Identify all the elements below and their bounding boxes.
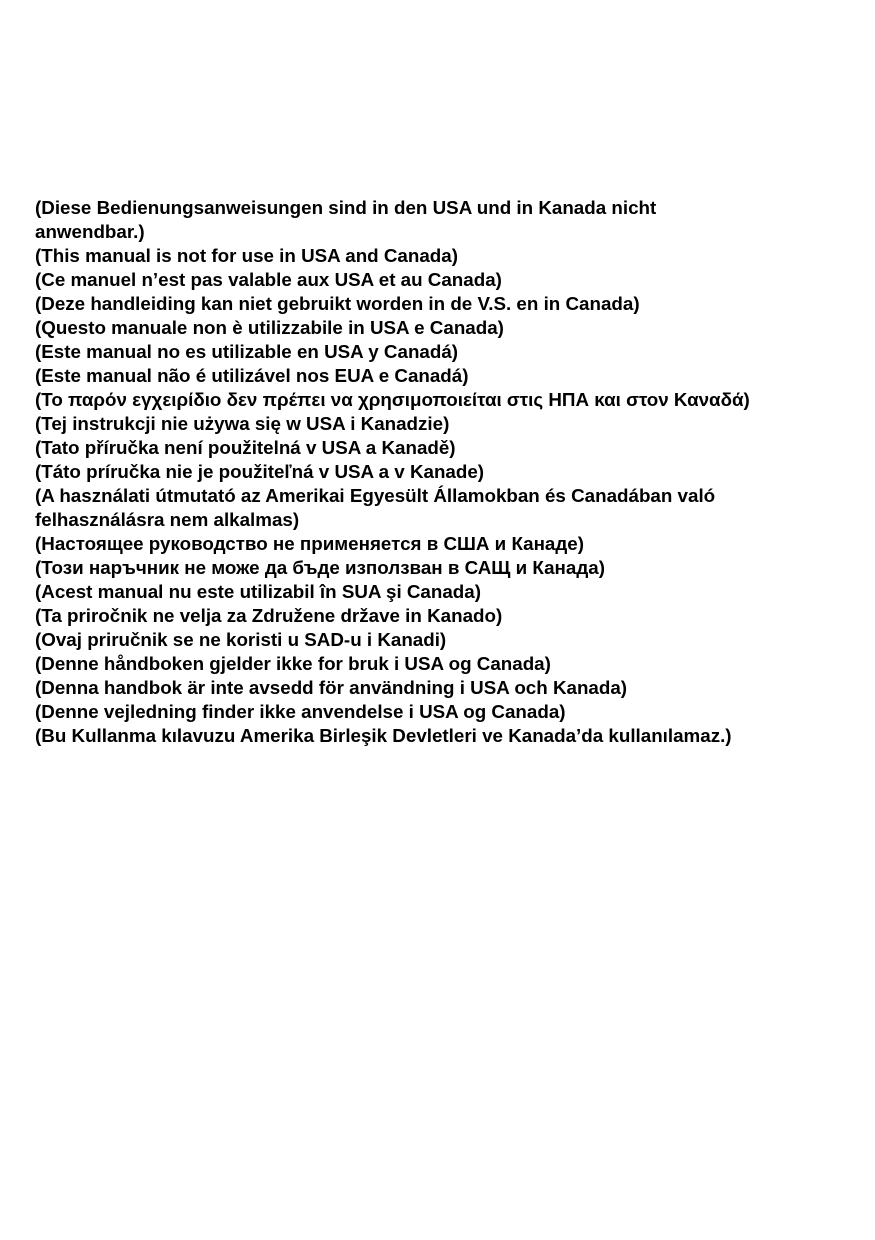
notice-line-french: (Ce manuel n’est pas valable aux USA et au Canada) [35, 269, 502, 290]
notice-line-german-continued: anwendbar.) [35, 221, 145, 242]
notice-line-russian: (Настоящее руководство не применяется в США и Канаде) [35, 533, 584, 554]
multilingual-usage-notice [35, 196, 855, 748]
notice-line-spanish: (Este manual no es utilizable en USA y Canadá) [35, 341, 459, 362]
notice-line-german: (Diese Bedienungsanweisungen sind in den USA und in Kanada nicht [35, 197, 657, 218]
notice-line-norwegian: (Denne håndboken gjelder ikke for bruk i USA og Canada) [35, 653, 551, 674]
notice-line-czech: (Tato příručka není použitelná v USA a Kanadě) [35, 437, 456, 458]
notice-line-swedish: (Denna handbok är inte avsedd för användning i USA och Kanada) [35, 677, 628, 698]
notice-line-romanian: (Acest manual nu este utilizabil în SUA şi Canada) [35, 581, 481, 602]
notice-line-hungarian-continued: felhasználásra nem alkalmas) [35, 509, 300, 530]
notice-line-croatian: (Ovaj priručnik se ne koristi u SAD-u i Kanadi) [35, 629, 447, 650]
notice-line-greek: (Το παρόν εγχειρίδιο δεν πρέπει να χρησιμοποιείται στις ΗΠΑ και στον Καναδά) [35, 389, 750, 410]
notice-line-italian: (Questo manuale non è utilizzabile in USA e Canada) [35, 317, 504, 338]
notice-line-polish: (Tej instrukcji nie używa się w USA i Kanadzie) [35, 413, 450, 434]
notice-line-bulgarian: (Този наръчник не може да бъде използван в САЩ и Канада) [35, 557, 605, 578]
notice-line-slovenian: (Ta priročnik ne velja za Združene države in Kanado) [35, 605, 503, 626]
notice-line-slovak: (Táto príručka nie je použiteľná v USA a v Kanade) [35, 461, 485, 482]
notice-line-hungarian: (A használati útmutató az Amerikai Egyesült Államokban és Canadában való [35, 485, 716, 506]
notice-line-turkish: (Bu Kullanma kılavuzu Amerika Birleşik Devletleri ve Kanada’da kullanılamaz.) [35, 725, 732, 746]
notice-line-dutch: (Deze handleiding kan niet gebruikt worden in de V.S. en in Canada) [35, 293, 640, 314]
notice-line-portuguese: (Este manual não é utilizável nos EUA e Canadá) [35, 365, 469, 386]
notice-line-english: (This manual is not for use in USA and Canada) [35, 245, 458, 266]
notice-line-danish: (Denne vejledning finder ikke anvendelse i USA og Canada) [35, 701, 566, 722]
